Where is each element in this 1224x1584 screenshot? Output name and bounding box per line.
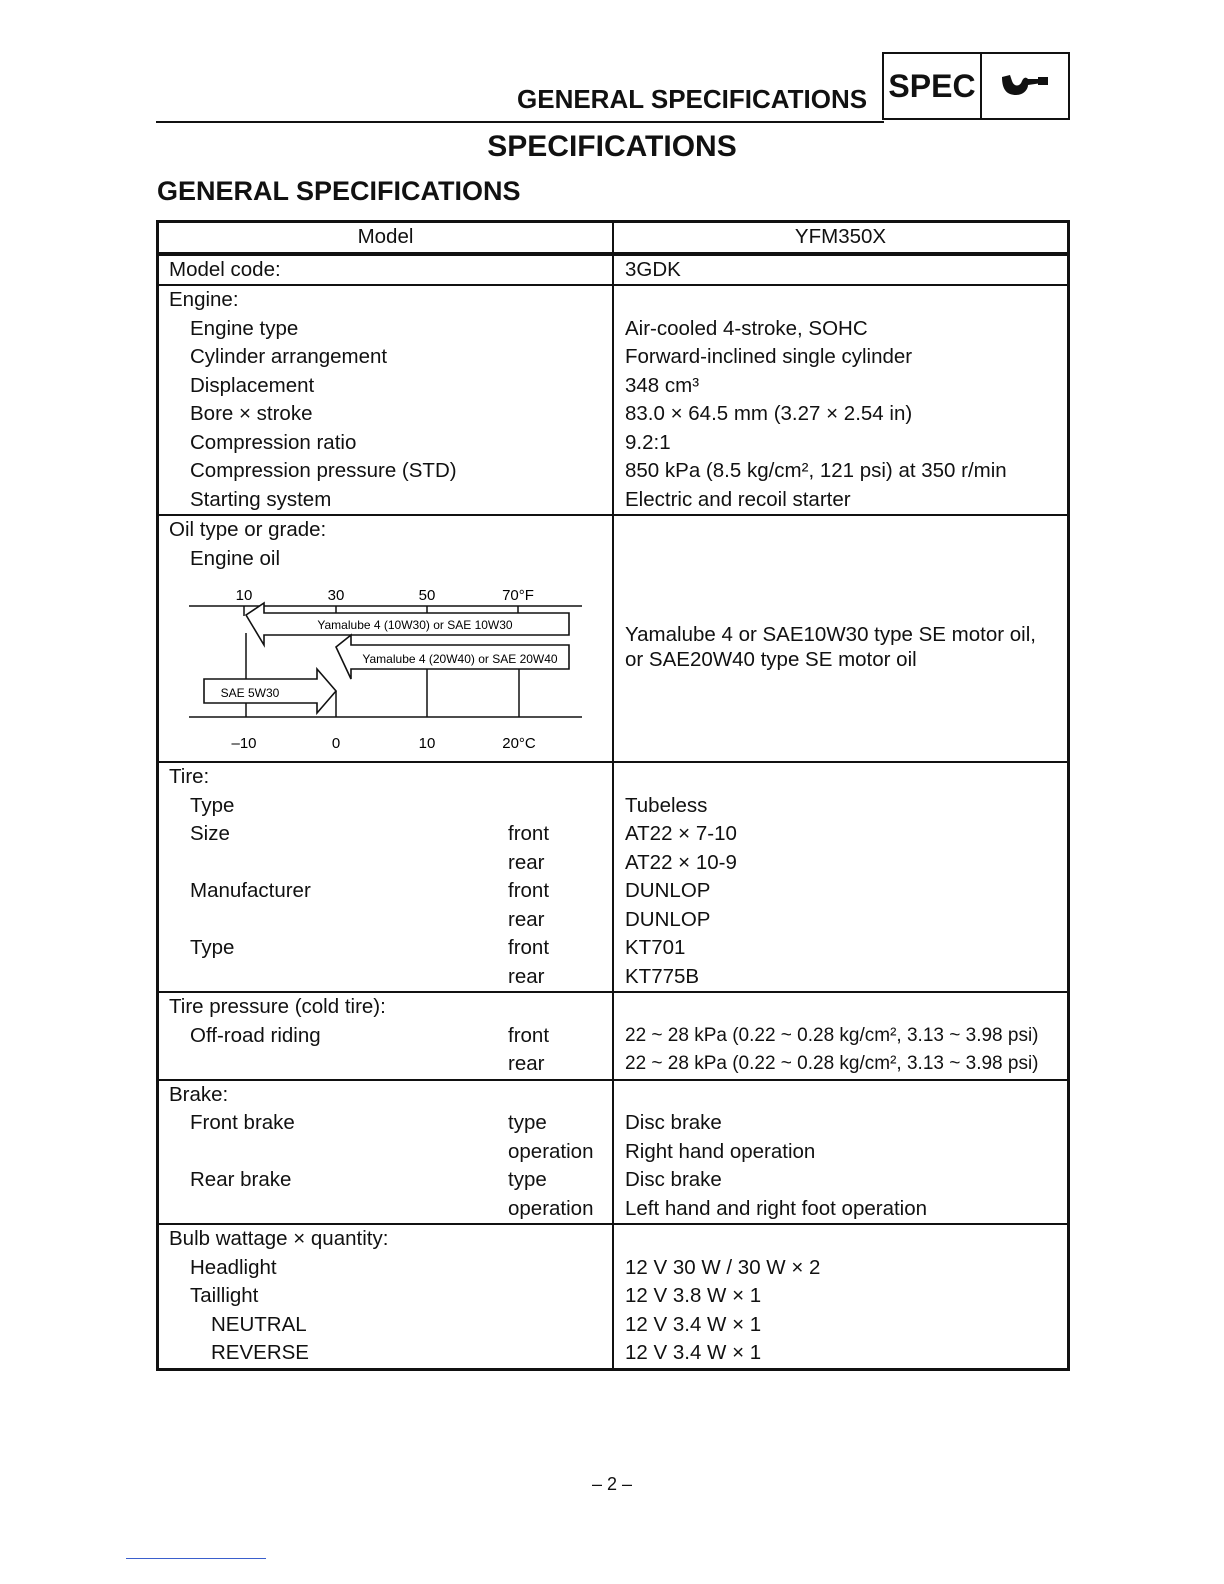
spec-tab-box: [882, 52, 1070, 120]
bulb-label: Bulb wattage × quantity:: [169, 1227, 389, 1250]
brake-row-sub: operation: [508, 1139, 594, 1163]
spec-table: [156, 220, 1070, 1371]
f-tick-label: 30: [327, 587, 345, 604]
brake-row-value: Disc brake: [625, 1111, 722, 1134]
header-section-title: GENERAL SPECIFICATIONS: [517, 84, 868, 114]
header-rule: [156, 121, 884, 123]
tire-row-sub: rear: [508, 850, 545, 874]
tire-row-value: KT775B: [625, 964, 700, 988]
engine-row-value: 9.2:1: [625, 430, 671, 454]
section-title: GENERAL SPECIFICATIONS: [157, 176, 521, 206]
bulb-row-value: 12 V 30 W / 30 W × 2: [625, 1255, 821, 1279]
oil-label: Oil type or grade:: [169, 518, 327, 541]
bulb-row-value: 12 V 3.8 W × 1: [625, 1284, 762, 1307]
tire-row-value: DUNLOP: [625, 907, 711, 931]
pressure-row-label: Off-road riding: [190, 1023, 321, 1047]
tire-row-label: Manufacturer: [190, 879, 311, 902]
tire-row-value: Tubeless: [625, 793, 708, 817]
engine-row-value: 850 kPa (8.5 kg/cm², 121 psi) at 350 r/min: [625, 459, 1007, 482]
bulb-row-label: Taillight: [190, 1284, 259, 1307]
engine-row-value: Forward-inclined single cylinder: [625, 345, 913, 368]
engine-oil-label: Engine oil: [190, 546, 281, 570]
head-model-label: Model: [357, 225, 414, 248]
tire-section: [159, 761, 1067, 991]
engine-section: [159, 284, 1067, 514]
engine-row-label: Compression ratio: [190, 430, 357, 454]
c-tick-label: 20°C: [502, 735, 536, 752]
page-number: – 2 –: [591, 1474, 633, 1494]
engine-row-value: Electric and recoil starter: [625, 487, 851, 511]
footer-rule: [126, 1558, 266, 1559]
f-tick-label: 70°F: [502, 587, 534, 604]
model-code-row: [159, 252, 1067, 285]
engine-row-label: Cylinder arrangement: [190, 345, 388, 368]
engine-label: Engine:: [169, 288, 239, 311]
tire-row-label: Size: [190, 822, 230, 845]
f-tick-label: 50: [418, 587, 436, 604]
tire-row-sub: front: [508, 822, 550, 845]
c-tick-label: –10: [231, 735, 257, 752]
brake-row-label: Front brake: [190, 1111, 295, 1134]
bulb-row-label: REVERSE: [211, 1341, 309, 1364]
tire-row-sub: front: [508, 879, 550, 902]
model-code-label: Model code:: [169, 257, 281, 281]
tire-row-sub: rear: [508, 907, 545, 931]
page-title: SPECIFICATIONS: [487, 130, 737, 163]
engine-row-label: Compression pressure (STD): [190, 459, 457, 482]
pressure-row-sub: front: [508, 1023, 550, 1047]
oil-value-line: or SAE20W40 type SE motor oil: [625, 648, 917, 671]
brake-section: [159, 1079, 1067, 1224]
oil-range-20w40: [336, 635, 569, 679]
tire-row-label: Type: [190, 793, 235, 817]
brake-row-sub: type: [508, 1168, 547, 1191]
bulb-section: [159, 1223, 1067, 1368]
engine-row-value: Air-cooled 4-stroke, SOHC: [625, 316, 868, 340]
pressure-row-sub: rear: [508, 1052, 545, 1075]
brake-row-value: Left hand and right foot operation: [625, 1196, 928, 1220]
oil-range-10w30: [246, 603, 569, 645]
engine-row-label: Bore × stroke: [190, 402, 313, 425]
table-head-row: [159, 223, 1067, 252]
brake-row-value: Right hand operation: [625, 1139, 816, 1163]
engine-row-label: Engine type: [190, 316, 299, 340]
wrench-icon: [982, 54, 1068, 118]
engine-row-value: 83.0 × 64.5 mm (3.27 × 2.54 in): [625, 402, 913, 425]
bulb-row-value: 12 V 3.4 W × 1: [625, 1341, 762, 1364]
brake-row-label: Rear brake: [190, 1168, 292, 1191]
oil-temperature-chart: [159, 573, 612, 761]
tire-row-sub: front: [508, 936, 550, 959]
tire-label: Tire:: [169, 765, 210, 788]
oil-range-label: Yamalube 4 (20W40) or SAE 20W40: [362, 652, 558, 666]
pressure-row-value: 22 ~ 28 kPa (0.22 ~ 0.28 kg/cm², 3.13 ~ 3.98 psi): [625, 1053, 1039, 1074]
tire-row-value: KT701: [625, 936, 686, 959]
engine-row-label: Displacement: [190, 373, 315, 397]
tire-row-value: AT22 × 7-10: [625, 822, 737, 845]
brake-label: Brake:: [169, 1082, 229, 1106]
oil-range-label: SAE 5W30: [220, 686, 280, 700]
tire-pressure-label: Tire pressure (cold tire):: [169, 995, 386, 1018]
tire-pressure-section: [159, 991, 1067, 1079]
oil-section: [159, 514, 1067, 761]
bulb-row-label: Headlight: [190, 1255, 277, 1279]
oil-value-line: Yamalube 4 or SAE10W30 type SE motor oil,: [625, 623, 1036, 646]
tire-row-value: AT22 × 10-9: [625, 850, 737, 874]
bulb-row-label: NEUTRAL: [211, 1312, 307, 1336]
oil-range-label: Yamalube 4 (10W30) or SAE 10W30: [317, 618, 513, 632]
head-model-value: YFM350X: [794, 225, 887, 248]
oil-range-5w30: [204, 669, 336, 713]
brake-row-value: Disc brake: [625, 1168, 722, 1191]
spec-label: SPEC: [884, 54, 982, 118]
engine-row-label: Starting system: [190, 487, 332, 511]
pressure-row-value: 22 ~ 28 kPa (0.22 ~ 0.28 kg/cm², 3.13 ~ 3.98 psi): [625, 1024, 1039, 1046]
c-tick-label: 0: [331, 735, 341, 752]
brake-row-sub: type: [508, 1111, 547, 1134]
model-code-value: 3GDK: [625, 257, 681, 281]
c-tick-label: 10: [418, 735, 436, 752]
tire-row-value: DUNLOP: [625, 879, 711, 902]
bulb-row-value: 12 V 3.4 W × 1: [625, 1312, 762, 1336]
f-tick-label: 10: [235, 587, 253, 604]
tire-row-label: Type: [190, 936, 235, 959]
tire-row-sub: rear: [508, 964, 545, 988]
engine-row-value: 348 cm³: [625, 373, 700, 397]
brake-row-sub: operation: [508, 1196, 594, 1220]
